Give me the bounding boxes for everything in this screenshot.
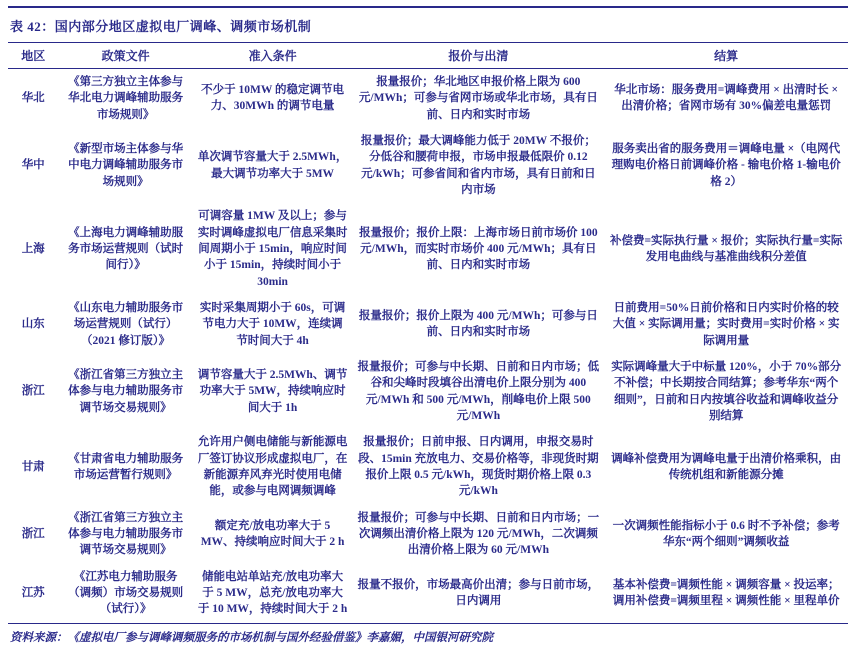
settlement-cell: 实际调峰量大于中标量 120%，小于 70%部分不补偿；中长期按合同结算；参考华东“两个细则”，日前和日内按填谷收益和调峰收益分别结算 — [611, 360, 842, 422]
settlement-cell: 华北市场：服务费用=调峰费用 × 出清时长 × 出清价格；省网市场有 30%偏差电量惩罚 — [614, 84, 839, 113]
settlement-cell: 调峰补偿费用为调峰电量于出清价格乘积，由传统机组和新能源分摊 — [611, 452, 842, 481]
table-header — [8, 43, 848, 69]
header-row — [8, 43, 848, 69]
bidding-cell: 报量报价；可参与中长期、日前和日内市场；低谷和尖峰时段填谷出清电价上限分别为 400 元/MWh 和 500 元/MWh，削峰电价上限 500 元/MWh — [357, 360, 600, 422]
settlement-cell: 日前费用=50%日前价格和日内实时价格的较大值 × 实际调用量；实时费用=实时价格 × 实际调用量 — [612, 301, 840, 347]
policy-cell: 《甘肃省电力辅助服务市场运营暂行规则》 — [68, 452, 184, 481]
bidding-cell: 报量报价；最大调峰能力低于 20MW 不报价；分低谷和腰荷申报，市场申报最低限价 0.12 元/kWh；可参省间和省内市场，具有日前和日内市场 — [360, 134, 596, 196]
column-header-bidding: 报价与出清 — [352, 43, 604, 69]
settlement-cell: 服务卖出省的服务费用＝调峰电量 ×（电网代理购电价格日前调峰价格 - 输电价格 1-输电价格 2） — [611, 143, 841, 188]
region-cell: 浙江 — [21, 385, 45, 398]
region-cell: 华北 — [21, 92, 45, 105]
source-note: 资料来源：《虚拟电厂参与调峰调频服务的市场机制与国外经验借鉴》李嘉媚，中国银河研究院 — [10, 631, 493, 644]
table-row — [8, 354, 848, 429]
entry-cell: 允许用户侧电储能与新能源电厂签订协议形成虚拟电厂，在新能源弃风弃光时使用电储能，或参与电网调频调峰 — [197, 436, 348, 498]
settlement-cell: 补偿费=实际执行量 × 报价；实际执行量=实际发用电曲线与基准曲线积分差值 — [609, 234, 843, 264]
table-row — [8, 429, 848, 504]
entry-cell: 储能电站单站充/放电功率大于 5 MW，总充/放电功率大于 10 MW，持续时间大于 2 h — [193, 564, 353, 623]
column-header-settlement: 结算 — [604, 43, 848, 69]
policy-cell: 《新型市场主体参与华中电力调峰辅助服务市场规则》 — [68, 143, 184, 188]
table-row — [8, 295, 848, 354]
bidding-cell: 报量报价；日前申报、日内调用，申报交易时段、15min 充放电力、交易价格等，非现货时期报价上限 0.5 元/kWh，现货时期价格上限 0.3 元/kWh — [358, 436, 599, 498]
entry-cell: 可调容量 1MW 及以上；参与实时调峰虚拟电厂信息采集时间周期小于 15min，响应时间小于 15min，持续时间小于 30min — [197, 210, 348, 288]
policy-cell: 《浙江省第三方独立主体参与电力辅助服务市调节场交易规则》 — [68, 511, 184, 557]
bidding-cell: 报量报价；报价上限为 400 元/MWh；可参与日前、日内和实时市场 — [358, 310, 598, 339]
entry-cell: 实时采集周期小于 60s，可调节电力大于 10MW，连续调节时间大于 4h — [199, 301, 346, 347]
column-header-policy: 政策文件 — [58, 43, 192, 69]
region-cell: 上海 — [21, 242, 45, 255]
entry-cell: 额定充/放电功率大于 5 MW、持续响应时间大于 2 h — [200, 519, 345, 549]
table-row — [8, 564, 848, 623]
table-row — [8, 69, 848, 128]
policy-cell: 《江苏电力辅助服务（调频）市场交易规则（试行）》 — [58, 564, 192, 623]
market-mechanism-table — [8, 42, 848, 624]
region-cell: 华中 — [21, 159, 45, 172]
table-body — [8, 69, 848, 624]
column-header-region: 地区 — [8, 43, 58, 69]
table-row — [8, 203, 848, 295]
policy-cell: 《山东电力辅助服务市场运营规则（试行）（2021 修订版）》 — [68, 301, 184, 347]
bidding-cell: 报量不报价，市场最高价出清；参与日前市场，日内调用 — [352, 564, 604, 623]
table-row — [8, 128, 848, 203]
region-cell: 山东 — [21, 318, 45, 331]
bidding-cell: 报量报价；可参与中长期、日前和日内市场；一次调频出清价格上限为 120 元/MWh，二次调频出清价格上限为 60 元/MWh — [357, 511, 600, 557]
region-cell: 甘肃 — [21, 460, 45, 473]
table-row — [8, 505, 848, 564]
region-cell: 江苏 — [8, 564, 58, 623]
settlement-cell: 基本补偿费=调频性能 × 调频容量 × 投运率；调用补偿费=调频里程 × 调频性能 × 里程单价 — [604, 564, 848, 623]
column-header-entry: 准入条件 — [193, 43, 353, 69]
policy-cell: 《第三方独立主体参与华北电力调峰辅助服务市场规则》 — [68, 76, 184, 121]
bidding-cell: 报量报价；报价上限：上海市场日前市场价 100 元/MWh，而实时市场价 400 元/MWh；具有日前、日内和实时市场 — [359, 226, 598, 272]
top-divider — [8, 6, 848, 8]
policy-cell: 《浙江省第三方独立主体参与电力辅助服务市调节场交易规则》 — [68, 369, 184, 414]
policy-cell: 《上海电力调峰辅助服务市场运营规则（试时间行）》 — [68, 226, 184, 272]
entry-cell: 调节容量大于 2.5MWh、调节功率大于 5MW，持续响应时间大于 1h — [197, 369, 348, 414]
bidding-cell: 报量报价；华北地区申报价格上限为 600 元/MWh；可参与省网市场或华北市场，具有日前、日内和实时市场 — [358, 76, 598, 121]
region-cell: 浙江 — [21, 527, 45, 540]
entry-cell: 不少于 10MW 的稳定调节电力、30MWh 的调节电量 — [201, 84, 345, 113]
entry-cell: 单次调节容量大于 2.5MWh，最大调节功率大于 5MW — [197, 151, 348, 180]
settlement-cell: 一次调频性能指标小于 0.6 时不予补偿；参考华东“两个细则”调频收益 — [612, 519, 840, 549]
table-title: 表 42：国内部分地区虚拟电厂调峰、调频市场机制 — [10, 19, 312, 34]
